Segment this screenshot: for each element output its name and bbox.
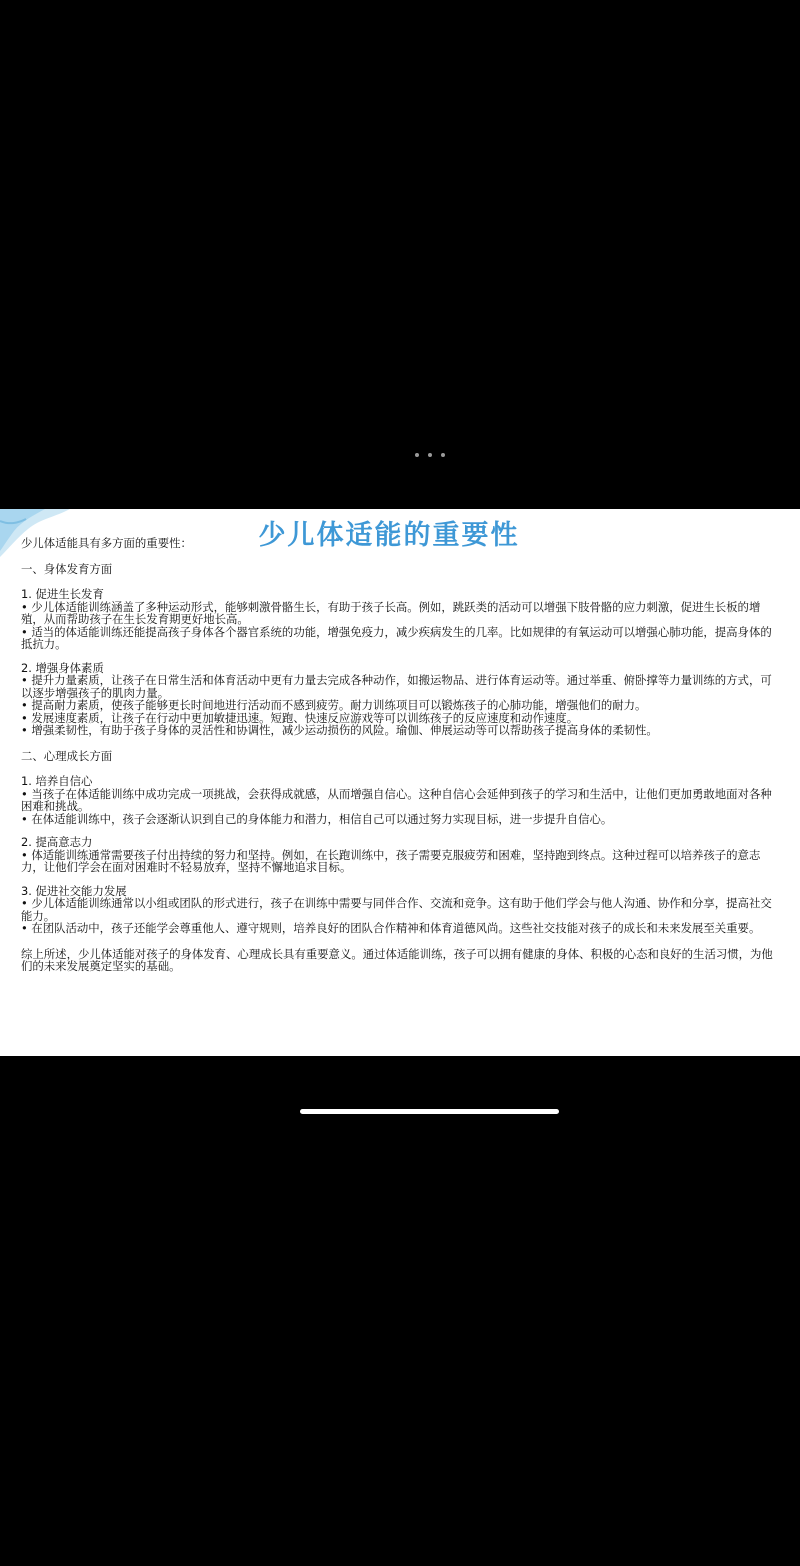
bullet-item: • 发展速度素质，让孩子在行动中更加敏捷迅速。短跑、快速反应游戏等可以训练孩子的反应速度和动作速度。 [21,710,579,725]
bullet-item: • 提升力量素质，让孩子在日常生活和体育活动中更有力量去完成各种动作，如搬运物品、进行体育运动等。通过举重、俯卧撑等力量训练的方式，可以逐步增强孩子的肌肉力量。 [21,673,772,700]
bullet-item: • 适当的体适能训练还能提高孩子身体各个器官系统的功能，增强免疫力，减少疾病发生的几率。比如规律的有氧运动可以增强心肺功能，提高身体的抵抗力。 [21,624,772,651]
more-options-icon[interactable] [415,447,445,463]
bullet-item: • 少儿体适能训练涵盖了多种运动形式，能够刺激骨骼生长，有助于孩子长高。例如，跳跃类的活动可以增强下肢骨骼的应力刺激，促进生长板的增殖，从而帮助孩子在生长发育期更好地长高。 [21,599,761,626]
subheading: 3. 促进社交能力发展 [21,883,127,898]
bullet-item: • 体适能训练通常需要孩子付出持续的努力和坚持。例如，在长跑训练中，孩子需要克服疲劳和困难，坚持跑到终点。这种过程可以培养孩子的意志力，让他们学会在面对困难时不轻易放弃，坚持不懈地追求目标。 [21,847,761,874]
intro-text: 少儿体适能具有多方面的重要性： [21,536,192,550]
section-heading: 一、身体发育方面 [21,561,113,576]
bullet-item: • 当孩子在体适能训练中成功完成一项挑战，会获得成就感，从而增强自信心。这种自信心会延伸到孩子的学习和生活中，让他们更加勇敢地面对各种困难和挑战。 [21,786,772,813]
document-image[interactable] [0,509,800,1056]
home-indicator[interactable] [300,1109,559,1114]
bullet-item: • 在团队活动中，孩子还能学会尊重他人、遵守规则，培养良好的团队合作精神和体育道德风尚。这些社交技能对孩子的成长和未来发展至关重要。 [21,921,761,935]
dot [428,453,432,457]
document-body [21,537,779,973]
bullet-item: • 少儿体适能训练通常以小组或团队的形式进行，孩子在训练中需要与同伴合作、交流和竞争。这有助于他们学会与他人沟通、协作和分享，提高社交能力。 [21,896,772,923]
conclusion-text: 综上所述，少儿体适能对孩子的身体发育、心理成长具有重要意义。通过体适能训练，孩子可以拥有健康的身体、积极的心态和良好的生活习惯，为他们的未来发展奠定坚实的基础。 [21,946,773,973]
subheading: 1. 促进生长发育 [21,587,104,601]
dot [441,453,445,457]
bullet-item: • 增强柔韧性，有助于孩子身体的灵活性和协调性，减少运动损伤的风险。瑜伽、伸展运动等可以帮助孩子提高身体的柔韧性。 [21,723,658,737]
bullet-item: • 提高耐力素质，使孩子能够更长时间地进行活动而不感到疲劳。耐力训练项目可以锻炼孩子的心肺功能，增强他们的耐力。 [21,698,647,712]
dot [415,453,419,457]
subheading: 1. 培养自信心 [21,774,93,788]
subheading: 2. 提高意志力 [21,835,93,849]
section-heading: 二、心理成长方面 [21,748,113,763]
bullet-item: • 在体适能训练中，孩子会逐渐认识到自己的身体能力和潜力，相信自己可以通过努力实现目标，进一步提升自信心。 [21,811,613,826]
subheading: 2. 增强身体素质 [21,660,104,675]
document-title: 少儿体适能的重要性 [258,520,520,551]
